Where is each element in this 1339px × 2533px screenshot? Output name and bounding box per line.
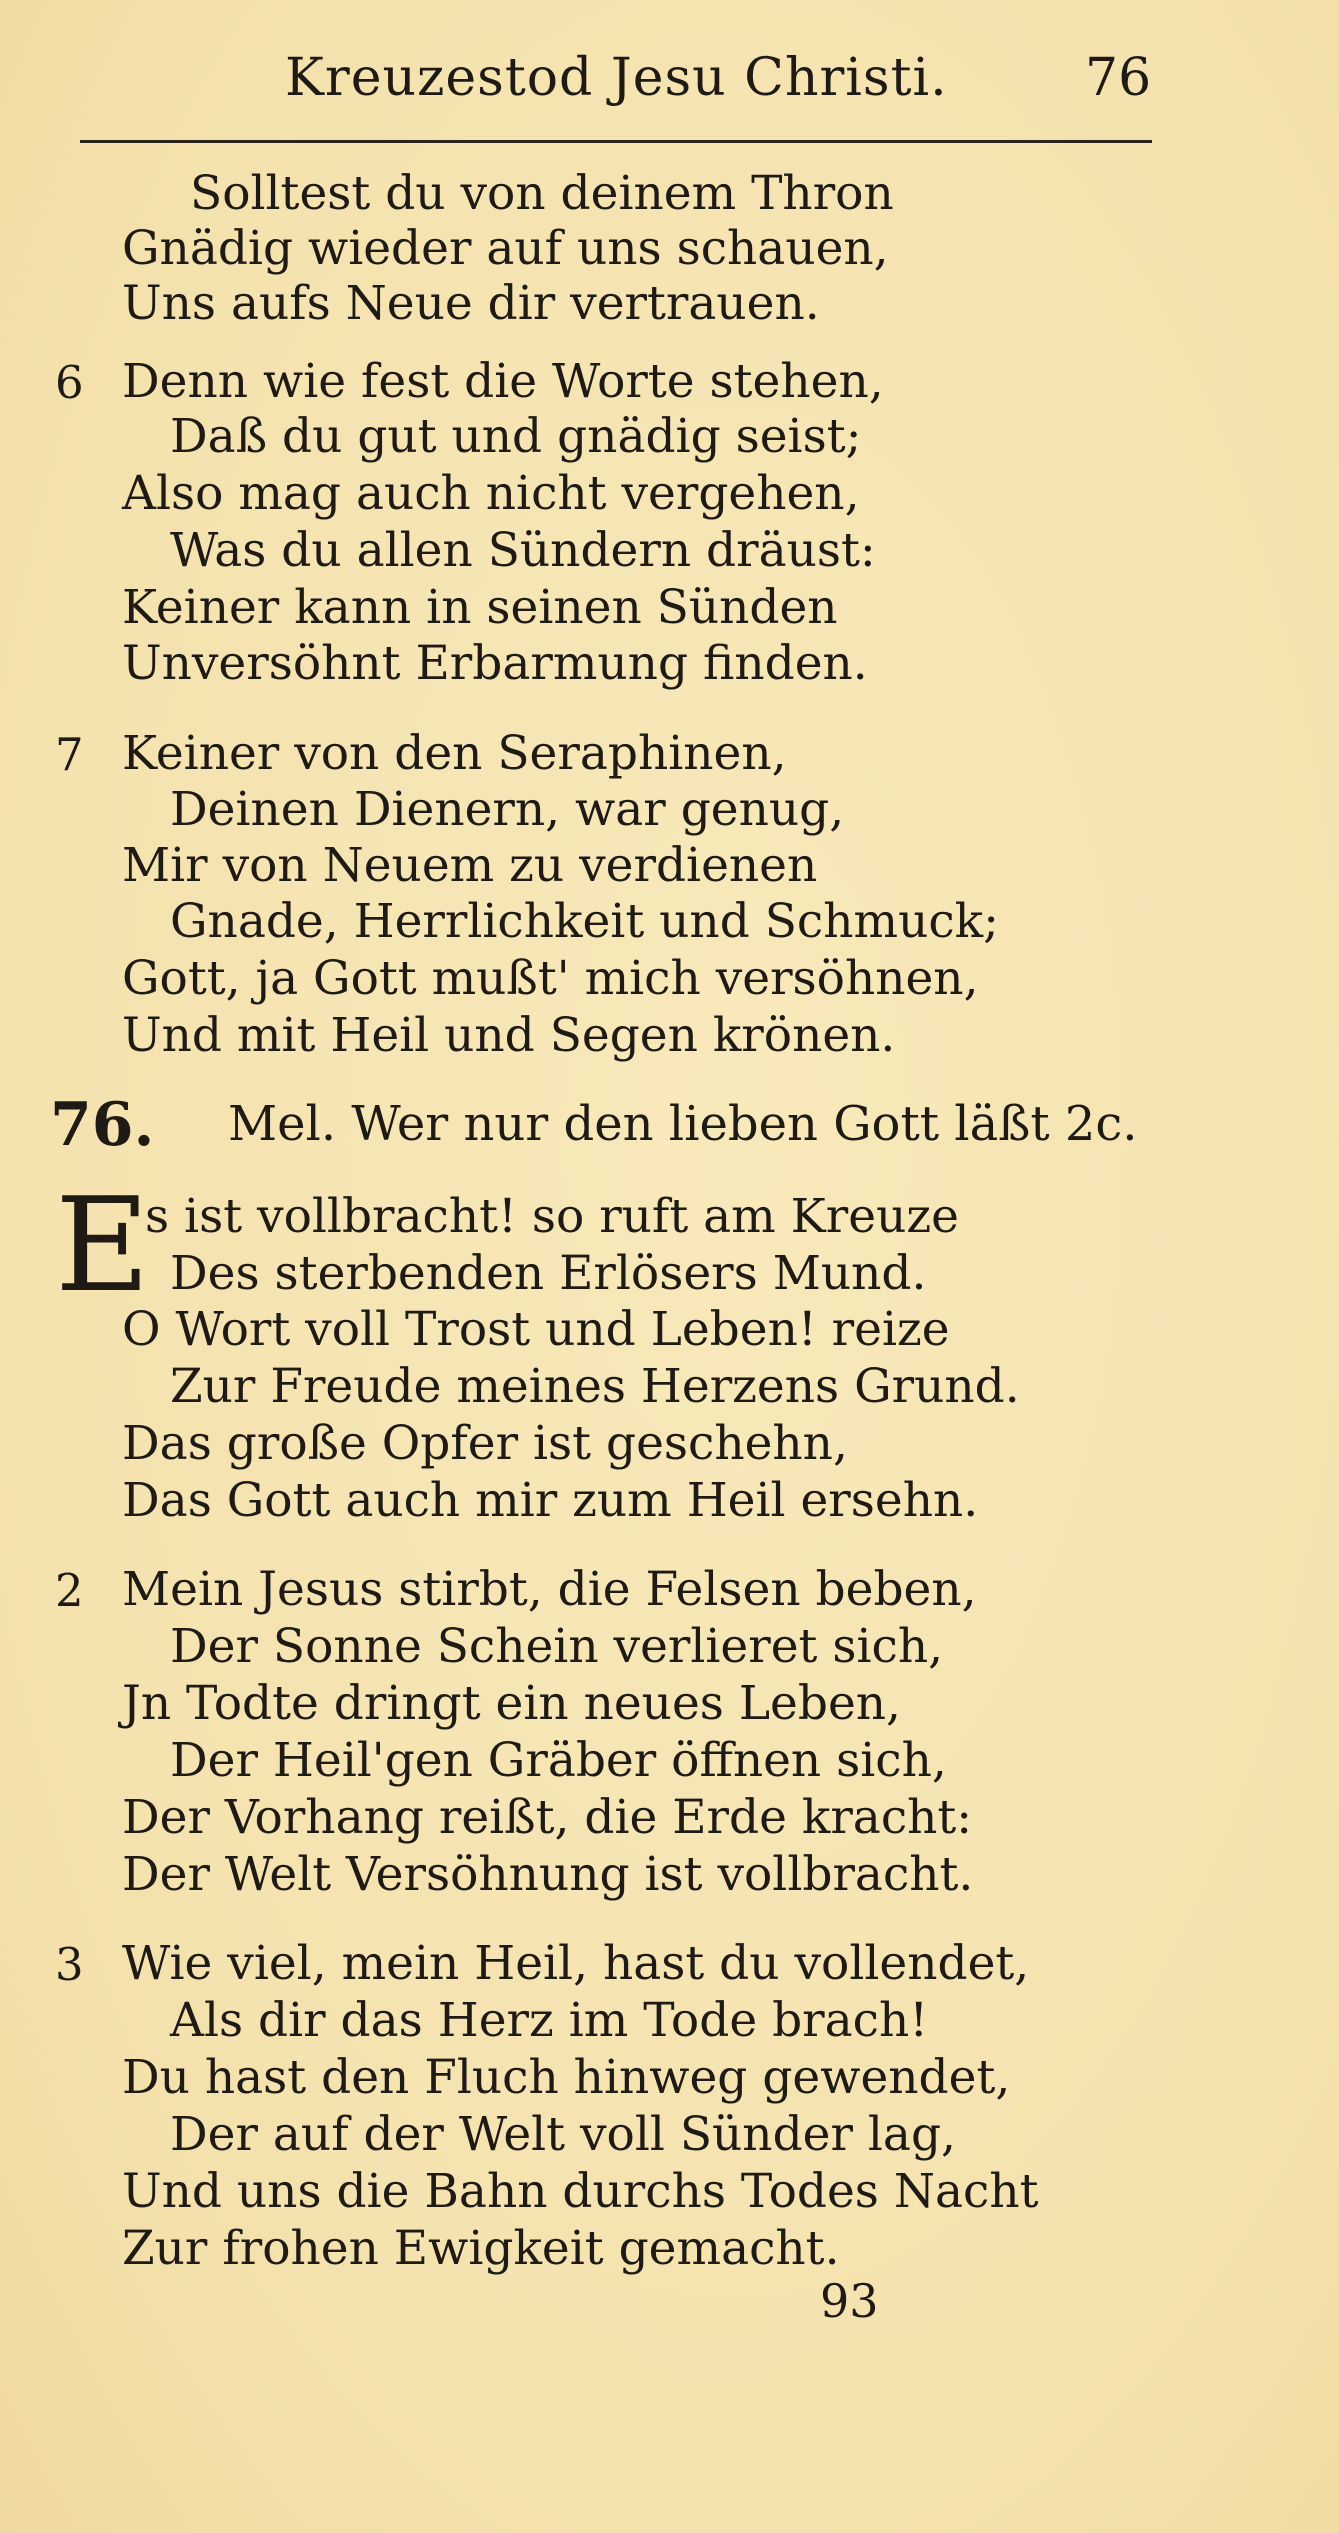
verse-line: Also mag auch nicht vergehen, xyxy=(122,466,860,521)
verse-line: Das Gott auch mir zum Heil ersehn. xyxy=(122,1473,979,1528)
verse-line: Wie viel, mein Heil, hast du vollendet, xyxy=(122,1936,1030,1991)
verse-line: Des sterbenden Erlösers Mund. xyxy=(170,1246,927,1301)
verse-line: Gnädig wieder auf uns schauen, xyxy=(122,221,889,276)
verse-line: Und mit Heil und Segen krönen. xyxy=(122,1008,896,1063)
verse-line: Und uns die Bahn durchs Todes Nacht xyxy=(122,2164,1039,2219)
verse-line: Keiner kann in seinen Sünden xyxy=(122,580,838,635)
hymn-melody: Mel. Wer nur den lieben Gott läßt 2c. xyxy=(228,1096,1138,1152)
verse-line: Der Vorhang reißt, die Erde kracht: xyxy=(122,1790,973,1845)
verse-line: Der Welt Versöhnung ist vollbracht. xyxy=(122,1847,974,1902)
drop-cap: E xyxy=(55,1169,150,1321)
stanza-number: 3 xyxy=(55,1938,84,1991)
verse-line: Jn Todte dringt ein neues Leben, xyxy=(122,1676,901,1731)
verse-line: Was du allen Sündern dräust: xyxy=(170,523,876,578)
stanza-number: 6 xyxy=(55,356,84,409)
verse-line: Mir von Neuem zu verdienen xyxy=(122,838,818,893)
stanza-number: 7 xyxy=(55,728,84,781)
verse-line: Zur frohen Ewigkeit gemacht. xyxy=(122,2221,840,2276)
verse-line: Keiner von den Seraphinen, xyxy=(122,726,787,781)
verse-line: Du hast den Fluch hinweg gewendet, xyxy=(122,2050,1011,2105)
verse-line: Der Sonne Schein verlieret sich, xyxy=(170,1619,944,1674)
verse-line: Deinen Dienern, war genug, xyxy=(170,782,845,837)
verse-line: Gnade, Herrlichkeit und Schmuck; xyxy=(170,894,999,949)
verse-line: O Wort voll Trost und Leben! reize xyxy=(122,1302,950,1357)
verse-line: Der Heil'gen Gräber öffnen sich, xyxy=(170,1733,947,1788)
verse-line: Zur Freude meines Herzens Grund. xyxy=(170,1359,1020,1414)
verse-line: Unversöhnt Erbarmung finden. xyxy=(122,636,868,691)
verse-line: Solltest du von deinem Thron xyxy=(190,166,894,221)
verse-line: Uns aufs Neue dir vertrauen. xyxy=(122,276,820,331)
running-header-number: 76 xyxy=(1085,48,1152,108)
page-number: 93 xyxy=(820,2274,879,2328)
stanza-number: 2 xyxy=(55,1564,84,1617)
hymn-number: 76. xyxy=(50,1090,155,1160)
verse-line: Daß du gut und gnädig seist; xyxy=(170,409,862,464)
verse-line: Mein Jesus stirbt, die Felsen beben, xyxy=(122,1562,977,1617)
verse-line: s ist vollbracht! so ruft am Kreuze xyxy=(145,1189,959,1244)
verse-line: Gott, ja Gott mußt' mich versöhnen, xyxy=(122,951,979,1006)
header-rule xyxy=(80,140,1152,143)
running-header-title: Kreuzestod Jesu Christi. xyxy=(285,48,948,108)
verse-line: Der auf der Welt voll Sünder lag, xyxy=(170,2107,956,2162)
verse-line: Das große Opfer ist geschehn, xyxy=(122,1416,848,1471)
verse-line: Als dir das Herz im Tode brach! xyxy=(170,1993,929,2048)
verse-line: Denn wie fest die Worte stehen, xyxy=(122,354,884,409)
